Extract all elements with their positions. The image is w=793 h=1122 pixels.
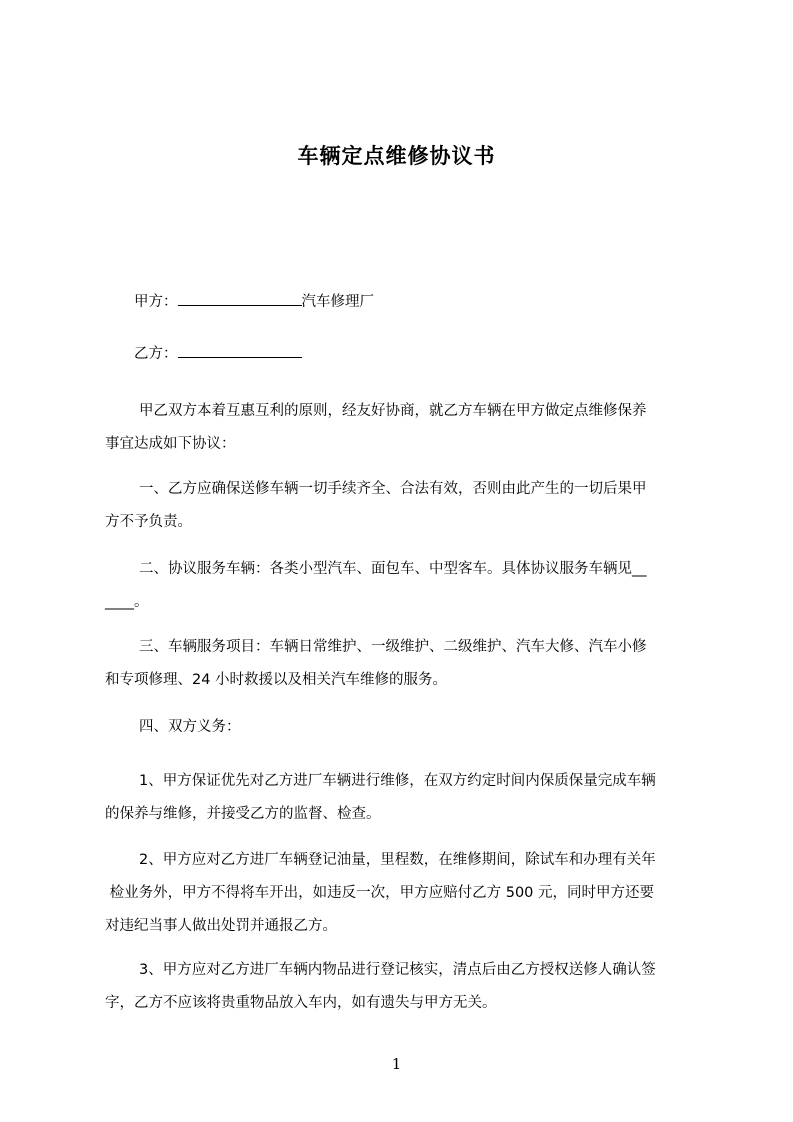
clause-1-line-1: 一、乙方应确保送修车辆一切手续齐全、合法有效，否则由此产生的一切后果甲 xyxy=(139,481,647,497)
duty-2-line-2: 检业务外，甲方不得将车开出，如违反一次，甲方应赔付乙方 500 元，同时甲方还要 xyxy=(105,885,655,901)
duty-3-line-1: 3、甲方应对乙方进厂车辆内物品进行登记核实，清点后由乙方授权送修人确认签 xyxy=(139,962,656,978)
clause-4-heading: 四、双方义务： xyxy=(139,719,241,735)
page-number: 1 xyxy=(391,1055,402,1073)
duty-2-line-1: 2、甲方应对乙方进厂车辆登记油量，里程数，在维修期间，除试车和办理有关年 xyxy=(139,852,656,868)
clause-2 xyxy=(105,553,703,619)
duty-1 xyxy=(105,765,703,831)
party-a-suffix: 汽车修理厂 xyxy=(301,294,374,310)
party-a-label: 甲方： xyxy=(134,294,178,310)
duty-3-line-2: 字，乙方不应该将贵重物品放入车内，如有遗失与甲方无关。 xyxy=(105,995,497,1011)
intro-line-2: 事宜达成如下协议： xyxy=(105,436,236,452)
party-b-label: 乙方： xyxy=(134,346,178,362)
clause-3 xyxy=(105,631,703,697)
document-title: 车辆定点维修协议书 xyxy=(297,144,496,168)
duty-2 xyxy=(105,844,703,943)
clause-2-line-1: 二、协议服务车辆：各类小型汽车、面包车、中型客车。具体协议服务车辆见__ xyxy=(139,561,647,577)
duty-3 xyxy=(105,954,703,1020)
party-a-line xyxy=(105,286,703,319)
clause-1 xyxy=(105,473,703,539)
party-b-line xyxy=(105,338,703,371)
duty-2-line-3: 对违纪当事人做出处罚并通报乙方。 xyxy=(105,918,337,934)
duty-1-line-2: 的保养与维修，并接受乙方的监督、检查。 xyxy=(105,806,381,822)
clause-4-heading-block xyxy=(105,711,703,744)
intro-paragraph xyxy=(105,395,703,461)
intro-line-1: 甲乙双方本着互惠互利的原则，经友好协商，就乙方车辆在甲方做定点维修保养 xyxy=(139,403,647,419)
duty-1-line-1: 1、甲方保证优先对乙方进厂车辆进行维修，在双方约定时间内保质保量完成车辆 xyxy=(139,773,656,789)
clause-3-line-2: 和专项修理、24 小时救援以及相关汽车维修的服务。 xyxy=(105,672,448,688)
clause-2-line-2: ____。 xyxy=(105,594,149,610)
clause-3-line-1: 三、车辆服务项目：车辆日常维护、一级维护、二级维护、汽车大修、汽车小修 xyxy=(139,639,647,655)
party-a-blank xyxy=(178,290,302,306)
party-b-blank xyxy=(178,342,302,358)
clause-1-line-2: 方不予负责。 xyxy=(105,514,192,530)
